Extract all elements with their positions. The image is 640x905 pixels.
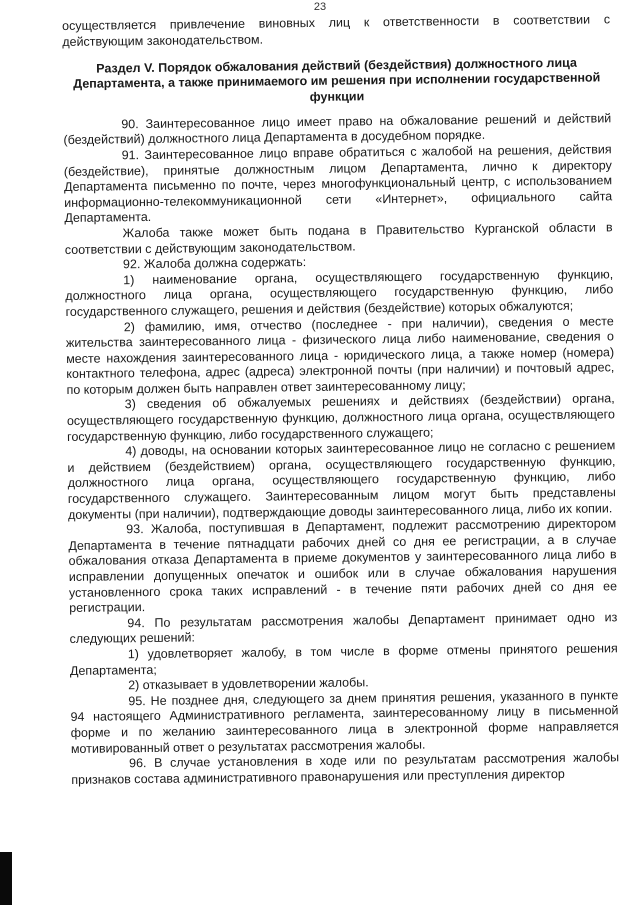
list-item-92-1: 1) наименование органа, осуществляющего государственную функцию, должностного лица органа, осуществляющего государственную функцию, либо государственного служащего, решения и действия (бездействие) которых обжалуются; (65, 267, 614, 319)
paragraph-93: 93. Жалоба, поступившая в Департамент, подлежит рассмотрению директором Департамента в течение пятнадцати рабочих дней со дня ее регистрации, а в случае обжалования отказа Департамента в приеме документов у заинтересованного лица либо в исправлении допущенных опечаток и ошибок или в случае обжалования нарушения установленного срока таких исправлений - в течение пяти рабочих дней со дня ее регистрации. (68, 516, 618, 616)
paragraph-96: 96. В случае установления в ходе или по результатам рассмотрения жалобы признаков состава административного правонарушения или преступления директор (71, 750, 620, 787)
section-heading: Раздел V. Порядок обжалования действий (бездействия) должностного лица Департамента, а также принимаемого им решения при исполнении государственной функции (73, 55, 601, 104)
list-item-92-4: 4) доводы, на основании которых заинтересованное лицо не согласно с решением и действием (бездействием) органа, осуществляющего государственную функцию, должностного лица органа, осуществляющего государственную функцию, либо государственного служащего. Заинтересованным лицом могут быть представлены документы (при наличии), подтверждающие доводы заинтересованного лица, либо их копии. (67, 438, 616, 522)
paragraph-91: 91. Заинтересованное лицо вправе обратиться с жалобой на решения, действия (бездействие), принятые должностным лицом Департамента, лично к директору Департамента письменно по почте, через многофункциональный центр, с использованием информационно-телекоммуникационной сети «Интернет», официального сайта Департамента. (63, 142, 613, 226)
paragraph-90: 90. Заинтересованное лицо имеет право на обжалование решений и действий (бездействий) должностного лица Департамента в досудебном порядке. (63, 111, 612, 148)
list-item-94-1: 1) удовлетворяет жалобу, в том числе в форме отмены принятого решения Департамента; (69, 641, 618, 678)
page-number: 23 (313, 1, 327, 13)
scan-edge-shadow (0, 852, 12, 905)
list-item-94-2: 2) отказывает в удовлетворении жалобы. (128, 675, 369, 693)
paragraph-complaint-government: Жалоба также может быть подана в Правительство Курганской области в соответствии с действующим законодательством. (64, 220, 613, 257)
paragraph-92: 92. Жалоба должна содержать: (122, 255, 307, 272)
paragraph-continuation: осуществляется привлечение виновных лиц к ответственности в соответствии с действующим законодательством. (62, 12, 611, 49)
paragraph-94: 94. По результатам рассмотрения жалобы Департамент принимает одно из следующих решений: (69, 610, 618, 647)
document-body (62, 12, 619, 788)
list-item-92-3: 3) сведения об обжалуемых решениях и действиях (бездействии) органа, осуществляющего государственную функцию, должностного лица органа, осуществляющего государственную функцию, либо государственного служащего; (66, 391, 615, 444)
list-item-92-2: 2) фамилию, имя, отчество (последнее - при наличии), сведения о месте жительства заинтересованного лица - физического лица либо наименование, сведения о месте нахождения заинтересованного лица - юридического лица, а также номер (номера) контактного телефона, адрес (адреса) электронной почты (при наличии) и почтовый адрес, по которым должен быть направлен ответ заинтересованному лицу; (65, 313, 615, 397)
paragraph-95: 95. Не позднее дня, следующего за днем принятия решения, указанного в пункте 94 настоящего Административного регламента, заинтересованному лицу в письменной форме и по желанию заинтересованного лица в электронной форме направляется мотивированный ответ о результатах рассмотрения жалобы. (70, 688, 619, 756)
